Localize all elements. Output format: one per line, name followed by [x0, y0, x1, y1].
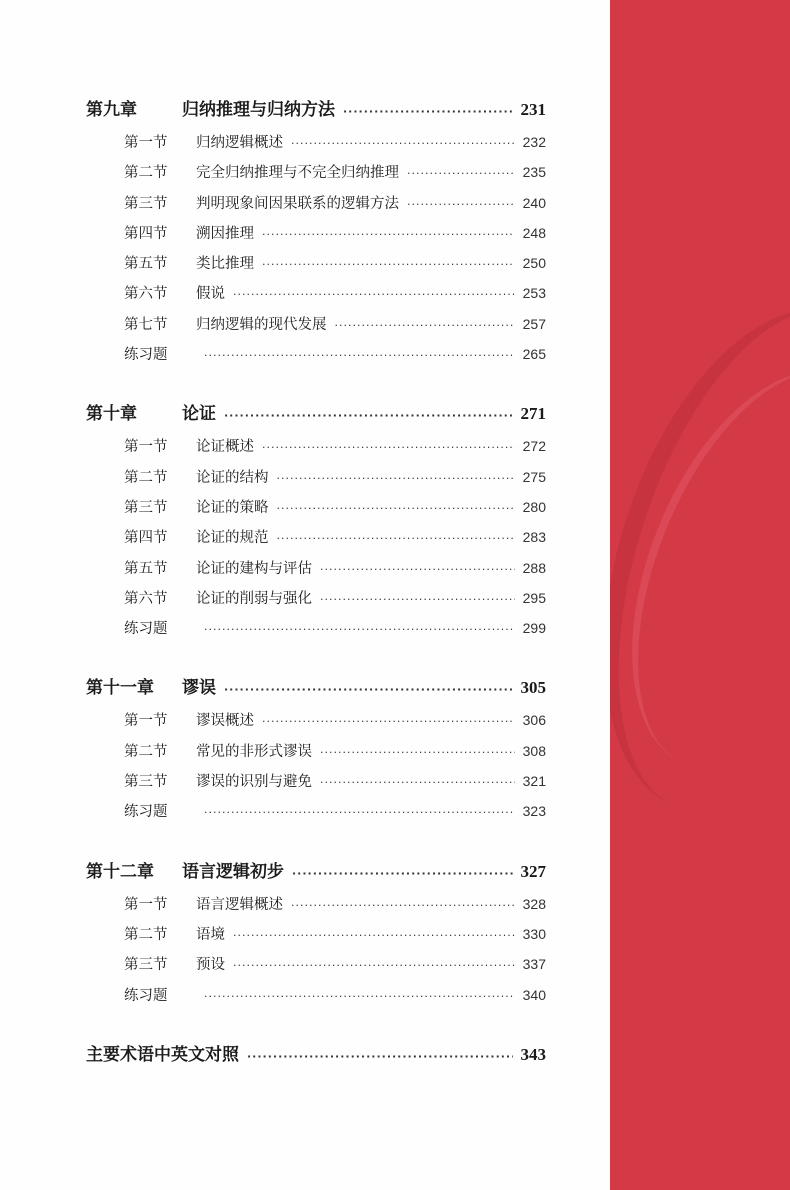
page-number: 275 [522, 468, 546, 485]
section-number: 第三节 [124, 499, 168, 516]
leader-dots [320, 593, 515, 606]
section-entry[interactable] [86, 496, 546, 526]
leader-dots [291, 137, 515, 150]
appendix-entry[interactable] [86, 1040, 546, 1076]
leader-dots [335, 319, 515, 332]
section-number: 第七节 [124, 316, 168, 333]
section-entry[interactable] [86, 435, 546, 465]
chapter-title: 归纳推理与归纳方法 [182, 100, 335, 120]
page-number: 231 [520, 100, 546, 119]
section-number: 第六节 [124, 286, 168, 303]
leader-dots [247, 1050, 513, 1063]
section-number: 第一节 [124, 439, 168, 456]
chapter-number: 第十一章 [86, 678, 154, 699]
leader-dots [204, 990, 515, 1003]
leader-dots [320, 746, 515, 759]
section-entry[interactable] [86, 252, 546, 282]
section-title: 常见的非形式谬误 [196, 743, 312, 760]
section-number: 第四节 [124, 225, 168, 242]
leader-dots [277, 502, 515, 515]
leader-dots [262, 715, 515, 728]
section-number: 练习题 [124, 347, 168, 364]
chapter-group [86, 95, 546, 373]
page-number: 232 [522, 134, 546, 150]
leader-dots [262, 441, 515, 454]
leader-dots [233, 929, 515, 942]
page-number: 295 [522, 589, 546, 606]
section-entry[interactable] [86, 587, 546, 617]
leader-dots [262, 228, 515, 241]
section-number: 第三节 [124, 957, 168, 974]
page-number: 305 [520, 678, 546, 698]
page-number: 343 [520, 1044, 546, 1064]
chapter-number: 第九章 [86, 100, 137, 120]
section-entry[interactable] [86, 313, 546, 343]
section-title: 归纳逻辑的现代发展 [196, 316, 327, 333]
leader-dots [343, 105, 513, 118]
page-number: 321 [522, 773, 546, 790]
section-title: 语言逻辑概述 [196, 896, 283, 913]
page-number: 235 [522, 164, 546, 181]
section-title: 判明现象间因果联系的逻辑方法 [196, 195, 399, 212]
table-of-contents [86, 95, 546, 1076]
leader-dots [233, 288, 515, 301]
chapter-title: 谬误 [182, 678, 216, 699]
section-entry[interactable] [86, 617, 546, 647]
section-entry[interactable] [86, 131, 546, 161]
section-entry[interactable] [86, 161, 546, 191]
section-title: 论证的削弱与强化 [196, 590, 312, 607]
section-title: 类比推理 [196, 256, 254, 273]
chapter-entry[interactable] [86, 95, 546, 131]
leader-dots [277, 472, 515, 485]
page-number: 308 [522, 742, 546, 759]
page-number: 288 [522, 559, 546, 576]
page-number: 257 [522, 315, 546, 332]
page-number: 323 [522, 803, 546, 820]
page-number: 299 [522, 620, 546, 637]
section-title: 谬误概述 [196, 713, 254, 730]
section-entry[interactable] [86, 526, 546, 556]
section-number: 练习题 [124, 987, 168, 1004]
section-title: 假说 [196, 286, 225, 303]
chapter-title: 语言逻辑初步 [182, 861, 284, 882]
section-entry[interactable] [86, 800, 546, 830]
section-number: 第二节 [124, 743, 168, 760]
section-title: 论证概述 [196, 439, 254, 456]
section-number: 第一节 [124, 713, 168, 730]
leader-dots [320, 776, 515, 789]
page-number: 265 [522, 346, 546, 363]
section-entry[interactable] [86, 709, 546, 739]
chapter-entry[interactable] [86, 857, 546, 893]
leader-dots [233, 959, 515, 972]
leader-dots [320, 563, 515, 576]
section-entry[interactable] [86, 557, 546, 587]
section-number: 第一节 [124, 135, 168, 151]
section-number: 第二节 [124, 165, 168, 182]
section-number: 第三节 [124, 774, 168, 791]
section-title: 论证的规范 [196, 530, 269, 547]
section-entry[interactable] [86, 343, 546, 373]
section-title: 归纳逻辑概述 [196, 135, 283, 151]
chapter-entry[interactable] [86, 673, 546, 709]
page-number: 253 [522, 285, 546, 302]
leader-dots [204, 623, 515, 636]
page-number: 271 [520, 404, 546, 424]
section-number: 第四节 [124, 530, 168, 547]
chapter-group [86, 673, 546, 830]
leader-dots [407, 198, 515, 211]
section-title: 溯因推理 [196, 225, 254, 242]
section-number: 第三节 [124, 195, 168, 212]
section-entry[interactable] [86, 770, 546, 800]
section-title: 论证的策略 [196, 499, 269, 516]
page-number: 250 [522, 255, 546, 272]
section-title: 论证的结构 [196, 469, 269, 486]
page-number: 327 [520, 861, 546, 881]
chapter-number: 第十二章 [86, 861, 154, 882]
section-title: 完全归纳推理与不完全归纳推理 [196, 165, 399, 182]
leader-dots [204, 806, 515, 819]
leader-dots [224, 409, 513, 422]
section-number: 练习题 [124, 804, 168, 821]
leader-dots [204, 349, 515, 362]
page-number: 306 [522, 712, 546, 729]
appendix-title: 主要术语中英文对照 [86, 1044, 239, 1065]
section-number: 第五节 [124, 560, 168, 577]
section-number: 第六节 [124, 590, 168, 607]
section-entry[interactable] [86, 222, 546, 252]
leader-dots [407, 167, 515, 180]
section-entry[interactable] [86, 282, 546, 312]
section-title: 预设 [196, 957, 225, 974]
chapter-number: 第十章 [86, 404, 137, 425]
section-title: 语境 [196, 926, 225, 943]
page-number: 283 [522, 529, 546, 546]
section-title: 谬误的识别与避免 [196, 774, 312, 791]
section-number: 第二节 [124, 469, 168, 486]
leader-dots [291, 899, 515, 912]
page-number: 280 [522, 498, 546, 515]
section-entry[interactable] [86, 740, 546, 770]
section-number: 第五节 [124, 256, 168, 273]
cover-edge-band [610, 0, 790, 1190]
page-number: 337 [522, 956, 546, 973]
chapter-group [86, 857, 546, 1014]
chapter-group [86, 399, 546, 647]
section-entry[interactable] [86, 923, 546, 953]
section-number: 第二节 [124, 926, 168, 943]
page-number: 328 [522, 895, 546, 912]
page-number: 248 [522, 224, 546, 241]
page-number: 340 [522, 986, 546, 1003]
section-entry[interactable] [86, 466, 546, 496]
page-number: 330 [522, 925, 546, 942]
leader-dots [277, 532, 515, 545]
section-title: 论证的建构与评估 [196, 560, 312, 577]
section-entry[interactable] [86, 953, 546, 983]
leader-dots [262, 258, 515, 271]
section-number: 第一节 [124, 896, 168, 913]
leader-dots [224, 683, 513, 696]
chapter-title: 论证 [182, 404, 216, 425]
leader-dots [292, 867, 513, 880]
page-number: 240 [522, 194, 546, 211]
section-entry[interactable] [86, 192, 546, 222]
page-number: 272 [522, 438, 546, 455]
section-number: 练习题 [124, 621, 168, 638]
chapter-entry[interactable] [86, 399, 546, 435]
section-entry[interactable] [86, 893, 546, 923]
section-entry[interactable] [86, 984, 546, 1014]
